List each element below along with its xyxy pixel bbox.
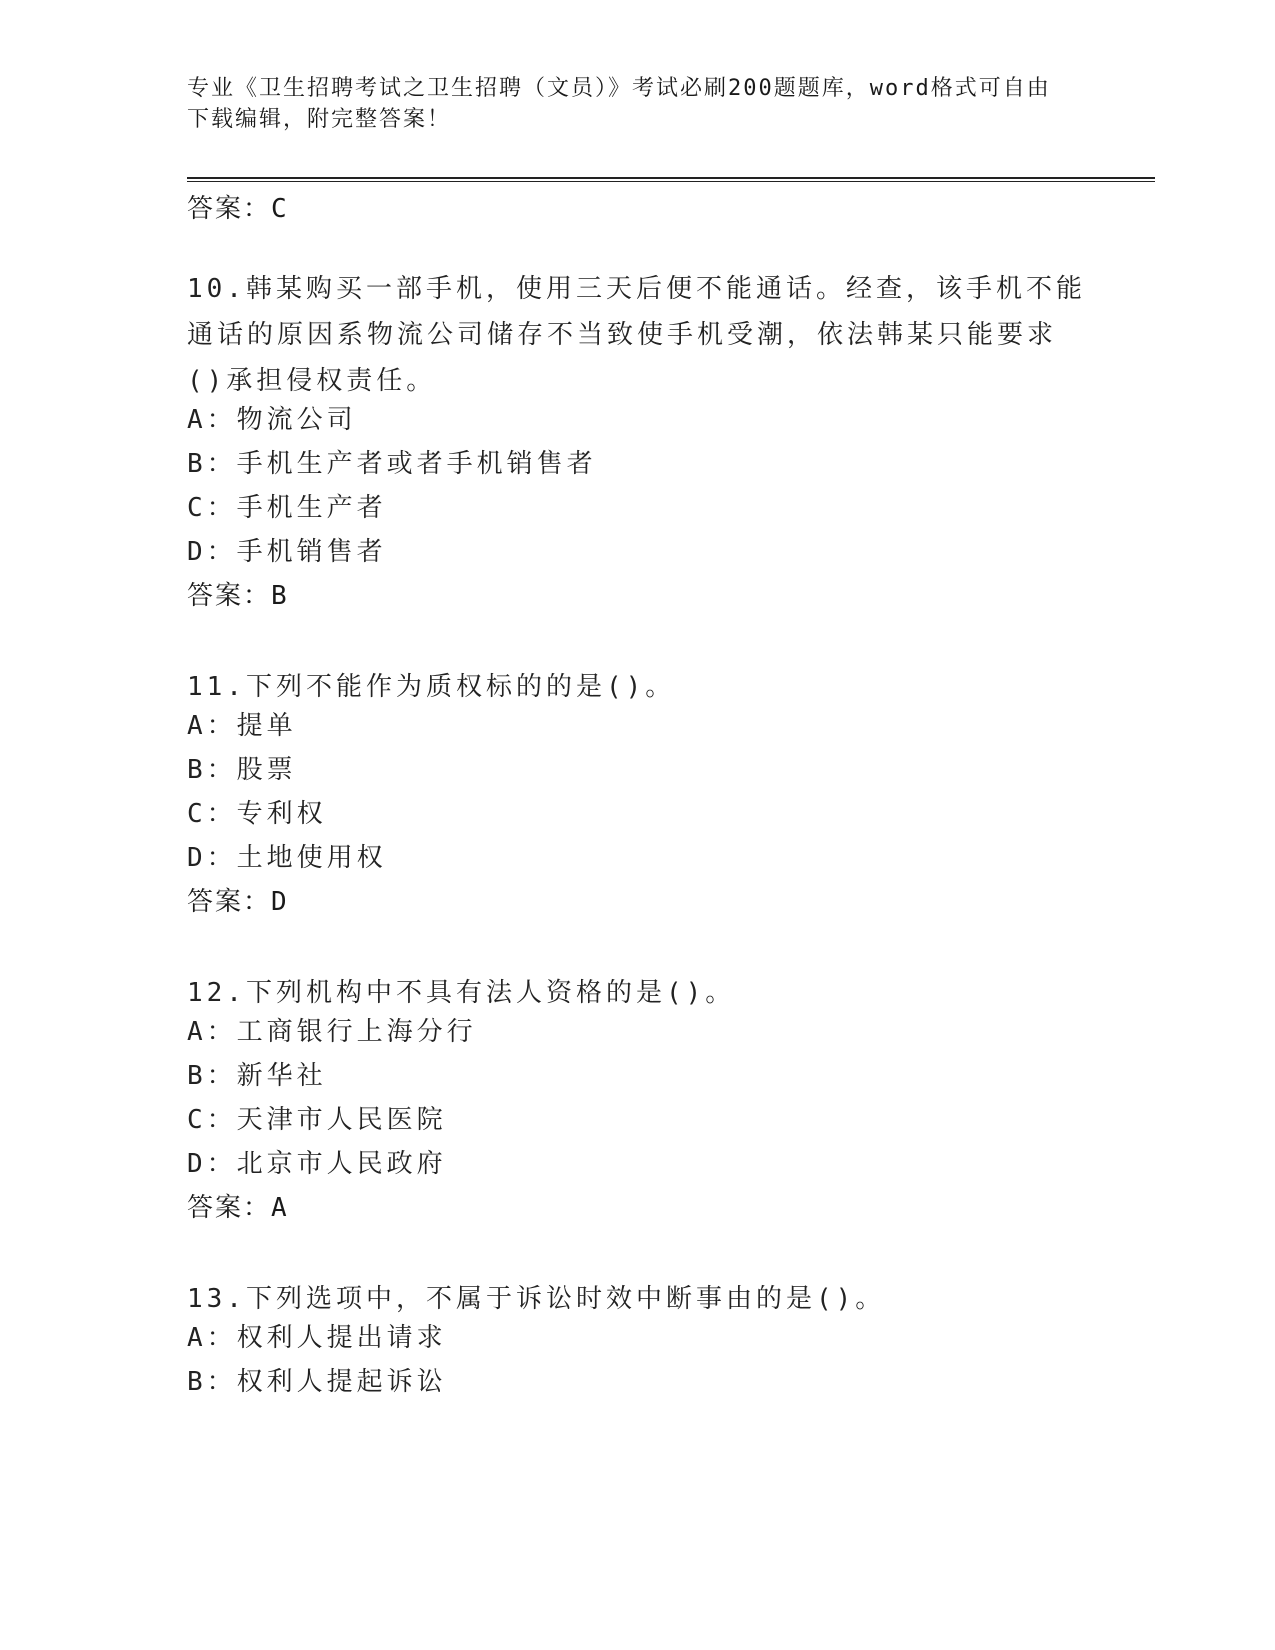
question-stem: 11.下列不能作为质权标的的是()。 bbox=[187, 672, 676, 702]
answer-line bbox=[187, 191, 289, 227]
option-key: C： bbox=[187, 493, 237, 523]
option-text: 专利权 bbox=[236, 799, 327, 829]
option-key: D： bbox=[187, 843, 237, 873]
option-key: A： bbox=[187, 1017, 237, 1047]
option-text: 提单 bbox=[236, 711, 297, 741]
answer-line bbox=[187, 884, 289, 920]
option-key: B： bbox=[187, 449, 237, 479]
option-text: 权利人提起诉讼 bbox=[236, 1367, 447, 1397]
question-stem: 13.下列选项中，不属于诉讼时效中断事由的是()。 bbox=[187, 1284, 886, 1314]
option-key: D： bbox=[187, 537, 237, 567]
option-key: A： bbox=[187, 711, 237, 741]
option-item bbox=[187, 796, 1087, 832]
document-intro: 专业《卫生招聘考试之卫生招聘（文员）》考试必刷200题题库，word格式可自由下载编辑，附完整答案！ bbox=[187, 76, 1051, 132]
option-key: D： bbox=[187, 1149, 237, 1179]
option-item bbox=[187, 752, 1087, 788]
option-text: 天津市人民医院 bbox=[236, 1105, 447, 1135]
option-item bbox=[187, 534, 1087, 570]
question-stem: 10.韩某购买一部手机，使用三天后便不能通话。经查，该手机不能通话的原因系物流公司储存不当致使手机受潮，依法韩某只能要求()承担侵权责任。 bbox=[187, 274, 1086, 396]
answer-line bbox=[187, 1190, 289, 1226]
option-item bbox=[187, 1320, 1087, 1356]
option-item bbox=[187, 1364, 1087, 1400]
option-key: B： bbox=[187, 755, 237, 785]
option-text: 股票 bbox=[236, 755, 297, 785]
option-text: 手机生产者或者手机销售者 bbox=[236, 449, 597, 479]
answer-value: D bbox=[271, 887, 289, 917]
option-key: C： bbox=[187, 799, 237, 829]
answer-value: C bbox=[271, 194, 289, 224]
option-key: A： bbox=[187, 1323, 237, 1353]
option-key: C： bbox=[187, 1105, 237, 1135]
option-text: 工商银行上海分行 bbox=[236, 1017, 477, 1047]
option-text: 新华社 bbox=[236, 1061, 327, 1091]
option-item bbox=[187, 1146, 1087, 1182]
option-key: B： bbox=[187, 1061, 237, 1091]
option-item bbox=[187, 840, 1087, 876]
answer-label: 答案： bbox=[187, 1193, 272, 1223]
answer-value: B bbox=[271, 581, 289, 611]
answer-label: 答案： bbox=[187, 581, 272, 611]
answer-label: 答案： bbox=[187, 887, 272, 917]
option-item bbox=[187, 1058, 1087, 1094]
option-item bbox=[187, 708, 1087, 744]
option-text: 权利人提出请求 bbox=[236, 1323, 447, 1353]
question-stem: 12.下列机构中不具有法人资格的是()。 bbox=[187, 978, 736, 1008]
answer-line bbox=[187, 578, 289, 614]
option-text: 物流公司 bbox=[236, 405, 357, 435]
option-item bbox=[187, 446, 1087, 482]
header-divider bbox=[187, 177, 1155, 182]
option-key: B： bbox=[187, 1367, 237, 1397]
option-text: 土地使用权 bbox=[236, 843, 387, 873]
option-text: 手机生产者 bbox=[236, 493, 387, 523]
option-text: 北京市人民政府 bbox=[236, 1149, 447, 1179]
option-item bbox=[187, 1014, 1087, 1050]
answer-value: A bbox=[271, 1193, 289, 1223]
option-text: 手机销售者 bbox=[236, 537, 387, 567]
answer-label: 答案： bbox=[187, 194, 272, 224]
option-item bbox=[187, 490, 1087, 526]
option-item bbox=[187, 1102, 1087, 1138]
option-key: A： bbox=[187, 405, 237, 435]
option-item bbox=[187, 402, 1087, 438]
